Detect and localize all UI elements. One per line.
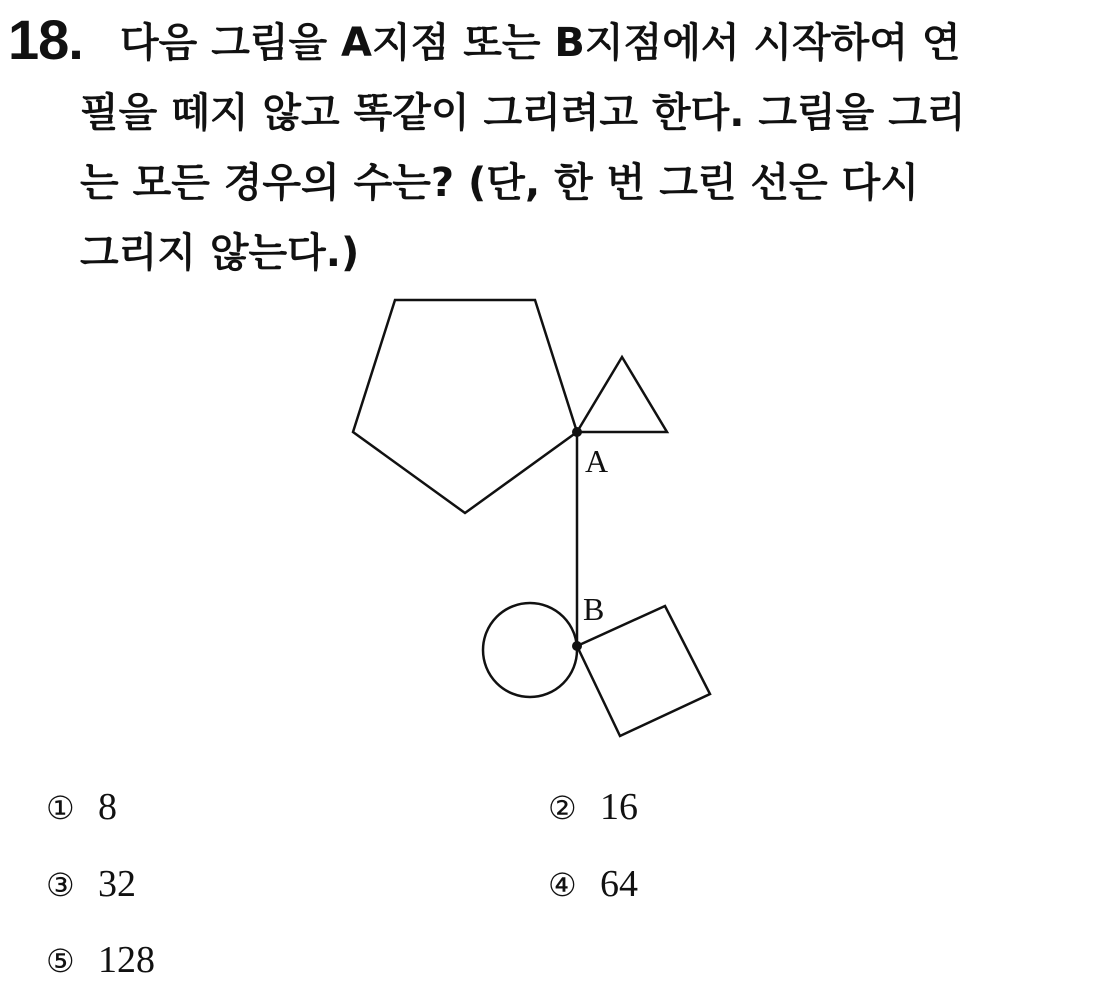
triangle-shape	[577, 357, 667, 432]
choice-2-value: 16	[600, 786, 638, 828]
label-b: B	[583, 591, 605, 627]
choice-2-mark: ②	[548, 789, 577, 827]
choice-4[interactable]	[548, 862, 638, 907]
pentagon-shape	[353, 300, 577, 513]
choice-1-value: 8	[98, 786, 117, 828]
choice-4-value: 64	[600, 863, 638, 905]
choice-3-mark: ③	[46, 866, 75, 904]
choice-3[interactable]	[46, 862, 136, 907]
question-line-3: 는 모든 경우의 수는? (단, 한 번 그린 선은 다시	[80, 160, 919, 206]
label-a: A	[585, 443, 609, 479]
figure-diagram	[340, 288, 720, 748]
question-line-2: 필을 떼지 않고 똑같이 그리려고 한다. 그림을 그리	[80, 90, 966, 136]
point-a	[572, 427, 582, 437]
choice-3-value: 32	[98, 863, 136, 905]
question-line-4: 그리지 않는다.)	[80, 230, 360, 276]
choice-4-mark: ④	[548, 866, 577, 904]
choice-2[interactable]	[548, 785, 638, 830]
circle-shape	[483, 603, 577, 697]
point-b	[572, 641, 582, 651]
choice-1-mark: ①	[46, 789, 75, 827]
choice-5-value: 128	[98, 939, 155, 981]
question-number: 18.	[8, 8, 83, 71]
choice-5[interactable]	[46, 938, 155, 983]
choice-1[interactable]	[46, 785, 117, 830]
choice-5-mark: ⑤	[46, 942, 75, 980]
question-line-1: 다음 그림을 A지점 또는 B지점에서 시작하여 연	[120, 20, 961, 66]
